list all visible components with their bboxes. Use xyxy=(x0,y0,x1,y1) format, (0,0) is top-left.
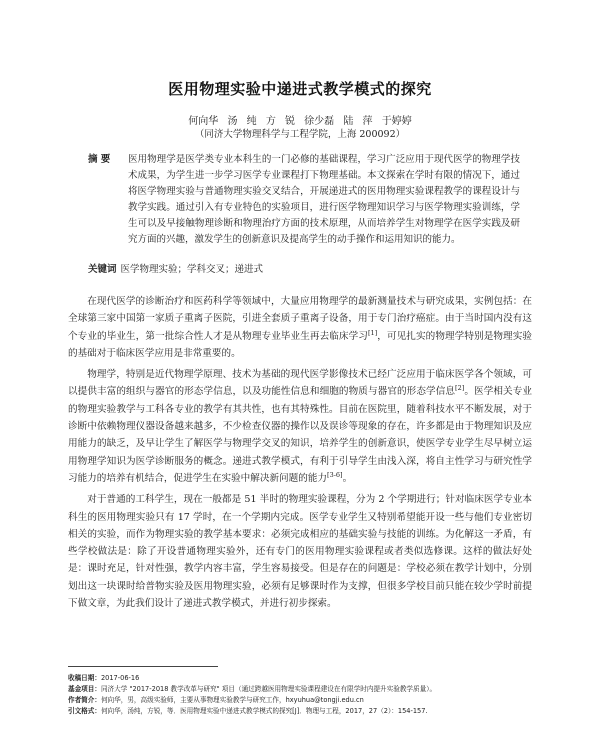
paragraph-text: 物理学，特别是近代物理学原理、技术为基础的现代医学影像技术已经广泛应用于临床医学各个领域，可以提供丰富的组织与器官的形态学信息，以及功能性信息和细胞的物质与器官的形态学信息 xyxy=(68,369,532,398)
abstract-section xyxy=(88,152,520,249)
citation-ref: [2] xyxy=(455,384,465,393)
footnotes xyxy=(68,673,532,717)
abstract-text: 医用物理学是医学类专业本科生的一门必修的基础课程，学习广泛应用于现代医学的物理学技术成果，为学生进一步学习医学专业课程打下物理基础。本文探索在学时有限的情况下，通过将医学物理实验与普通物理实验交叉结合，开展递进式的医用物理实验课程教学的课程设计与教学实践。通过引入有专业特色的实验项目，进行医学物理知识学习与医学物理实验训练，学生可以及早接触物理诊断和物理治疗方面的技术原理，从而培养学生对物理学在医学实践及研究方面的兴趣，激发学生的创新意识及提高学生的动手操作和运用知识的能力。 xyxy=(128,154,520,246)
keywords-label: 关键词 xyxy=(88,264,117,275)
citation-ref: [1] xyxy=(367,328,378,337)
abstract-label: 摘 要 xyxy=(88,154,111,165)
affiliation: （同济大学物理科学与工程学院，上海 200092） xyxy=(194,129,406,140)
paragraph-text: 。 xyxy=(342,472,353,484)
footnote-key: 基金项目： xyxy=(68,685,101,693)
body-paragraph-3 xyxy=(68,491,532,612)
footnote-funding xyxy=(68,684,532,695)
keywords-section xyxy=(88,263,520,277)
footnote-text: 何向华，男，高级实验师，主要从事物理实验教学与研究工作，hxyuhua@tongji.edu.cn xyxy=(100,696,364,704)
body-paragraph-2 xyxy=(68,366,532,487)
paragraph-text: ，可见扎实的物理学特别是物理实验的基础对于临床医学应用是非常重要的。 xyxy=(68,330,533,359)
body-paragraph-1 xyxy=(68,293,532,362)
paragraph-text: 。医学相关专业的物理实验教学与工科各专业的教学有其共性，也有其特殊性。目前在医院里，随着科技水平不断发展，对于诊断中依赖物理仪器设备越来越多，不少检查仪器的操作以及误诊等现象的存在，许多都是由于物理知识及应用能力的缺乏，及早让学生了解医学与物理学交叉的知识，培养学生的创新意识，使医学专业学生尽早树立运用物理学知识为医学诊断服务的概念。递进式教学模式，有利于引导学生由浅入深，将自主性学习与研究性学习能力的培养有机结合，促进学生在实验中解决新问题的能力 xyxy=(68,386,532,484)
footnote-citation xyxy=(68,706,532,717)
citation-ref: [3-6] xyxy=(327,470,343,479)
footnote-author-bio xyxy=(68,695,532,706)
footnote-divider xyxy=(68,666,218,667)
body-text xyxy=(68,293,532,616)
footnote-text: 同济大学 "2017-2018 教学改革与研究" 项目（通过跨越医用物理实验课程建设在有限学时内提升实验教学质量）。 xyxy=(100,685,437,693)
paragraph-text: 在现代医学的诊断治疗和医药科学等领域中，大量应用物理学的最新测量技术与研究成果，实例包括：在全球第三家中国第一家质子重离子医院，引进全套质子重离子设备，用于专门治疗癌症。由于当时国内没有这个专业的毕业生，第一批综合性人才是从物理专业毕业生再去临床学习 xyxy=(68,296,532,342)
footnote-text: 何向华，汤纯，方锐，等．医用物理实验中递进式教学模式的探究[J]．物理与工程，2017，27（2）：154-157. xyxy=(100,707,428,715)
footnote-received xyxy=(68,673,532,684)
paragraph-text: 对于普通的工科学生，现在一般都是 51 半时的物理实验课程，分为 2 个学期进行；针对临床医学专业本科生的医用物理实验只有 17 学时，在一个学期内完成。医学专业学生又特别希望能开设一些与他们专业密切相关的实验，而作为物理实验的教学基本要求：必须完成相应的基础实验与技能的训练。为化解这一矛盾，有些学校做法是：除了开设普通物理实验外，还有专门的医用物理实验课程或者类似选修课。这样的做法好处是：课时充足，针对性强，教学内容丰富，学生容易接受。但是存在的问题是：学校必须在教学计划中，分别划出这一块课时给普物实验及医用物理实验，必须有足够课时作为支撑，但很多学校目前只能在较少学时前提下做文章，为此我们设计了递进式教学模式，并进行初步探索。 xyxy=(68,494,532,610)
footnote-key: 收稿日期： xyxy=(68,674,101,682)
footnote-key: 作者简介： xyxy=(68,696,101,704)
keywords-text: 医学物理实验；学科交叉；递进式 xyxy=(120,264,264,275)
author-list: 何向华 汤 纯 方 锐 徐少磊 陆 萍 于婷婷 xyxy=(188,116,412,127)
footnote-key: 引文格式： xyxy=(68,707,101,715)
footnote-text: 2017-06-16 xyxy=(100,674,140,682)
paper-title: 医用物理实验中递进式教学模式的探究 xyxy=(168,80,432,98)
